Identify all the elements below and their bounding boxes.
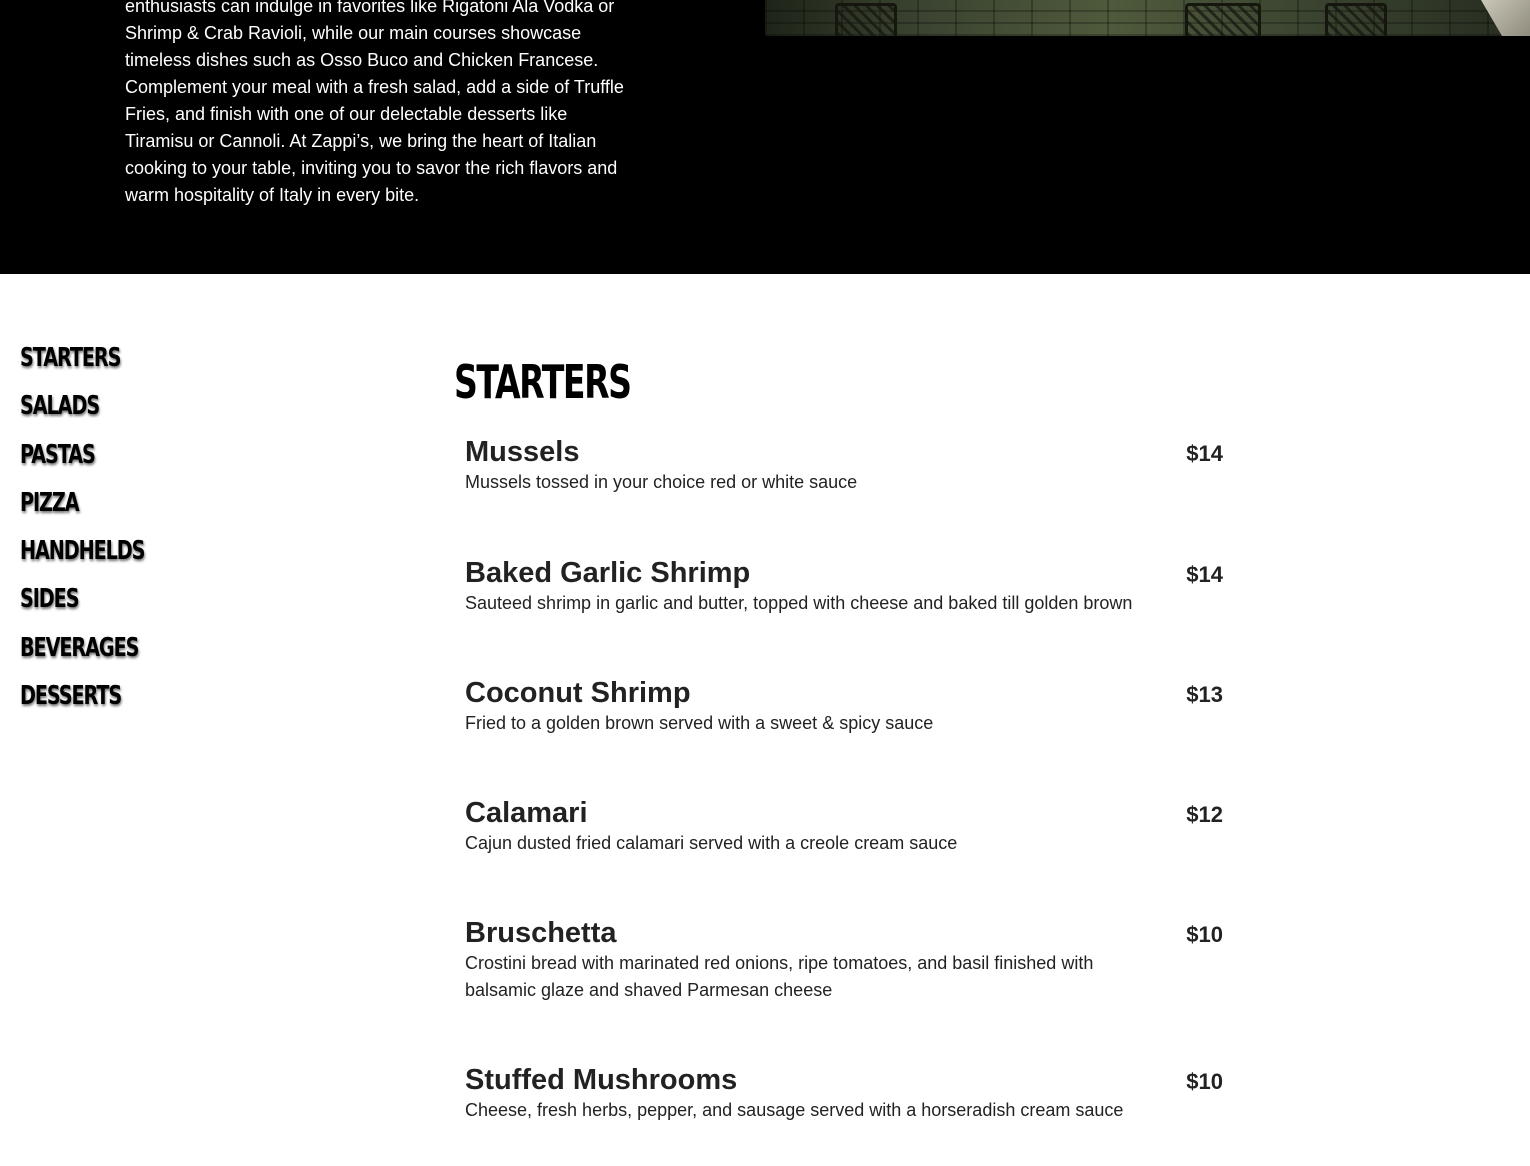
menu-item: [465, 435, 1225, 496]
patio-chair: [1185, 3, 1261, 36]
section-title: STARTERS: [454, 355, 631, 409]
menu-item: [465, 676, 1225, 737]
category-link-pastas[interactable]: PASTAS: [20, 439, 95, 470]
menu-item: [465, 556, 1225, 617]
menu-category-nav: [20, 340, 188, 726]
item-price: $13: [1186, 682, 1223, 707]
item-name: Bruschetta: [465, 917, 617, 949]
item-description: Cajun dusted fried calamari served with a creole cream sauce: [465, 833, 958, 853]
item-name: Coconut Shrimp: [465, 677, 691, 709]
category-link-beverages[interactable]: BEVERAGES: [20, 632, 139, 663]
item-name: Mussels: [465, 436, 580, 468]
menu-item: [465, 796, 1225, 857]
item-description: Fried to a golden brown served with a sweet & spicy sauce: [465, 713, 934, 733]
menu-item: [465, 916, 1225, 1004]
item-name: Calamari: [465, 797, 588, 829]
item-name: Stuffed Mushrooms: [465, 1064, 738, 1096]
category-link-starters[interactable]: STARTERS: [20, 343, 121, 373]
patio-chair: [835, 3, 897, 36]
item-price: $14: [1186, 562, 1223, 587]
item-description: Cheese, fresh herbs, pepper, and sausage served with a horseradish cream sauce: [465, 1100, 1124, 1120]
item-price: $14: [1186, 441, 1223, 466]
category-link-salads[interactable]: SALADS: [20, 391, 100, 422]
item-price: $10: [1186, 922, 1223, 947]
item-name: Baked Garlic Shrimp: [465, 557, 751, 589]
category-link-pizza[interactable]: PIZZA: [20, 487, 79, 518]
patio-chair: [1325, 3, 1387, 36]
category-link-handhelds[interactable]: HANDHELDS: [20, 536, 145, 567]
patio-photo: [765, 0, 1530, 36]
item-description: Sauteed shrimp in garlic and butter, topped with cheese and baked till golden brown: [465, 593, 1133, 613]
menu-item: [465, 1063, 1225, 1124]
hero-section: [0, 0, 1530, 274]
item-description: Mussels tossed in your choice red or white sauce: [465, 472, 858, 492]
item-price: $10: [1186, 1069, 1223, 1094]
item-description: Crostini bread with marinated red onions, ripe tomatoes, and basil finished with balsamic glaze and shaved Parmesan cheese: [465, 953, 1094, 1000]
item-price: $12: [1186, 802, 1223, 827]
category-link-sides[interactable]: SIDES: [20, 584, 79, 615]
intro-text: enthusiasts can indulge in favorites like Rigatoni Ala Vodka or Shrimp & Crab Ravioli, while our main courses showcase timeless dishes such as Osso Buco and Chicken Francese. Complement your meal with a fresh salad, add a side of Truffle Fries, and finish with one of our delectable desserts like Tiramisu or Cannoli. At Zappi’s, we bring the heart of Italian cooking to your table, inviting you to savor the rich flavors and warm hospitality of Italy in every bite.: [125, 0, 624, 205]
category-link-desserts[interactable]: DESSERTS: [20, 681, 122, 712]
